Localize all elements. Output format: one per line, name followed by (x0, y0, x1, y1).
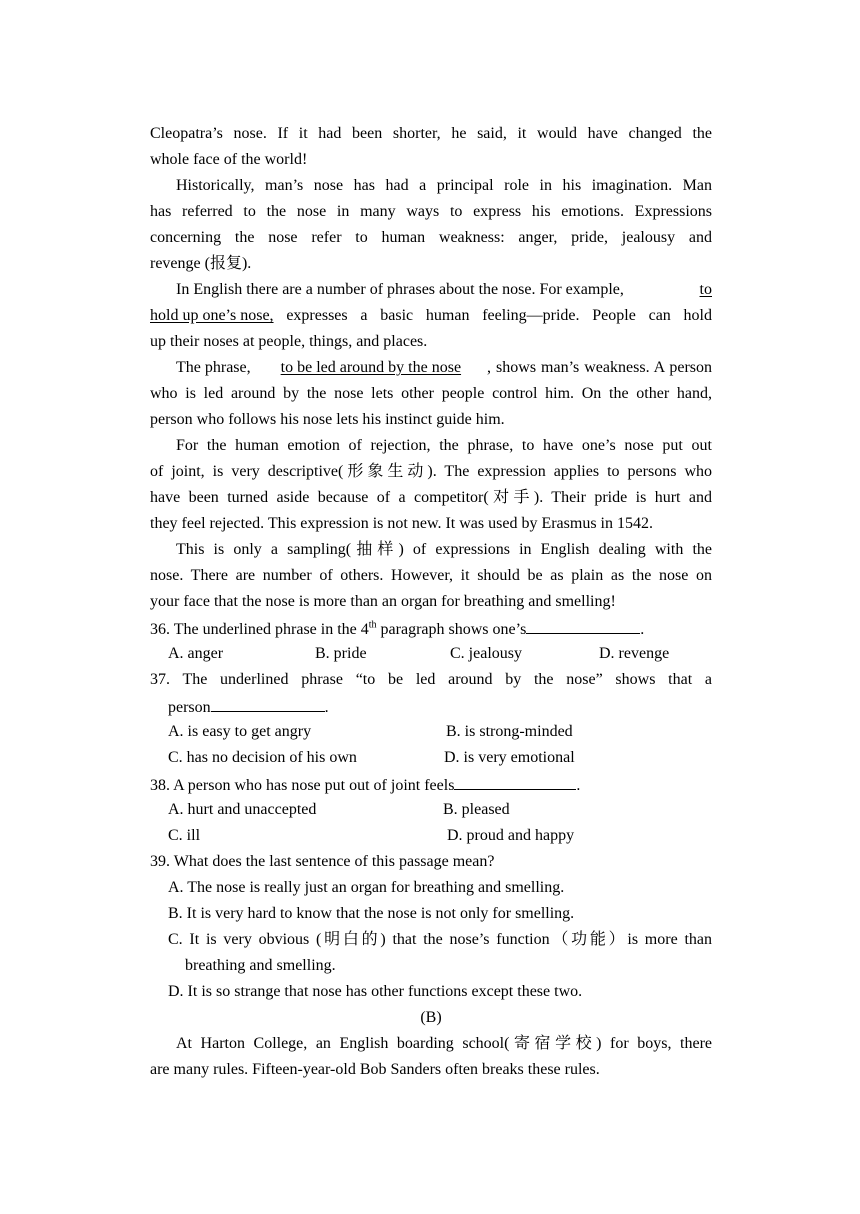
question-37-stem: 37. The underlined phrase “to be led around by the nose” shows that a (150, 671, 712, 688)
option-a: A. anger (168, 645, 224, 662)
superscript: th (368, 619, 377, 631)
option-a: A. is easy to get angry (168, 723, 312, 740)
option-c-cont: breathing and smelling. (185, 957, 336, 974)
options-row (150, 823, 712, 849)
question-stem: 36. The underlined phrase in the 4 (150, 621, 369, 638)
option-a: A. The nose is really just an organ for breathing and smelling. (168, 879, 565, 896)
text-line: your face that the nose is more than an organ for breathing and smelling! (150, 593, 616, 610)
text-line: has referred to the nose in many ways to express his emotions. Expressions (150, 203, 712, 220)
underlined-phrase: to (699, 281, 712, 298)
section-heading: (B) (420, 1009, 442, 1026)
underlined-phrase: to be led around by the nose (280, 359, 462, 376)
question-end: . (576, 777, 581, 794)
text-segment: The phrase, (176, 359, 255, 376)
text-line: up their noses at people, things, and places. (150, 333, 428, 350)
text-line: Historically, man’s nose has had a principal role in his imagination. Man (176, 177, 712, 194)
option-c: C. has no decision of his own (168, 749, 357, 766)
text-line: person who follows his nose lets his instinct guide him. (150, 411, 505, 428)
question-37-stem-cont (150, 693, 712, 719)
options-row (150, 745, 712, 771)
option-b: B. is strong-minded (446, 723, 573, 740)
option-b: B. pride (315, 645, 367, 662)
text-line: At Harton College, an English boarding school(寄宿学校) for boys, there (176, 1035, 712, 1052)
option-c: C. jealousy (450, 645, 522, 662)
question-36 (150, 615, 712, 641)
option-d: D. revenge (599, 645, 670, 662)
text-line: This is only a sampling(抽样) of expressions in English dealing with the (176, 541, 712, 558)
option-a: A. hurt and unaccepted (168, 801, 317, 818)
text-segment: expresses a basic human feeling—pride. People can hold (273, 307, 712, 324)
option-d: D. is very emotional (444, 749, 575, 766)
options-row (150, 641, 712, 667)
question-stem: paragraph shows one’s (376, 621, 527, 638)
option-c: C. It is very obvious (明白的) that the nose’s function（功能）is more than (168, 931, 712, 948)
option-b: B. pleased (443, 801, 510, 818)
answer-blank (454, 771, 576, 790)
text-line: have been turned aside because of a competitor(对手). Their pride is hurt and (150, 489, 712, 506)
question-stem: person (168, 699, 211, 716)
document-page (150, 121, 712, 1083)
text-line: nose. There are number of others. However, it should be as plain as the nose on (150, 567, 712, 584)
option-d: D. It is so strange that nose has other functions except these two. (168, 983, 583, 1000)
text-line: are many rules. Fifteen-year-old Bob Sanders often breaks these rules. (150, 1061, 600, 1078)
text-line: Cleopatra’s nose. If it had been shorter, he said, it would have changed the (150, 125, 712, 142)
underlined-phrase: hold up one’s nose, (150, 307, 274, 324)
options-row (150, 719, 712, 745)
options-row (150, 797, 712, 823)
question-end: . (640, 621, 645, 638)
text-line (150, 355, 712, 381)
question-38 (150, 771, 712, 797)
option-d: D. proud and happy (447, 827, 575, 844)
text-line (150, 303, 712, 329)
text-line (150, 277, 712, 303)
text-line: revenge (报复). (150, 255, 252, 272)
answer-blank (211, 693, 325, 712)
text-segment: In English there are a number of phrases about the nose. For example, (176, 281, 628, 298)
question-end: . (324, 699, 329, 716)
text-segment: , shows man’s weakness. A person (487, 359, 712, 376)
text-line: who is led around by the nose lets other people control him. On the other hand, (150, 385, 712, 402)
text-line: of joint, is very descriptive(形象生动). The expression applies to persons who (150, 463, 712, 480)
answer-blank (526, 615, 640, 634)
text-line: they feel rejected. This expression is not new. It was used by Erasmus in 1542. (150, 515, 653, 532)
option-c: C. ill (168, 827, 201, 844)
option-b: B. It is very hard to know that the nose is not only for smelling. (168, 905, 575, 922)
question-stem: 38. A person who has nose put out of joint feels (150, 777, 455, 794)
text-line: concerning the nose refer to human weakness: anger, pride, jealousy and (150, 229, 712, 246)
text-line: whole face of the world! (150, 151, 308, 168)
text-line: For the human emotion of rejection, the phrase, to have one’s nose put out (176, 437, 712, 454)
question-39-stem: 39. What does the last sentence of this passage mean? (150, 853, 495, 870)
